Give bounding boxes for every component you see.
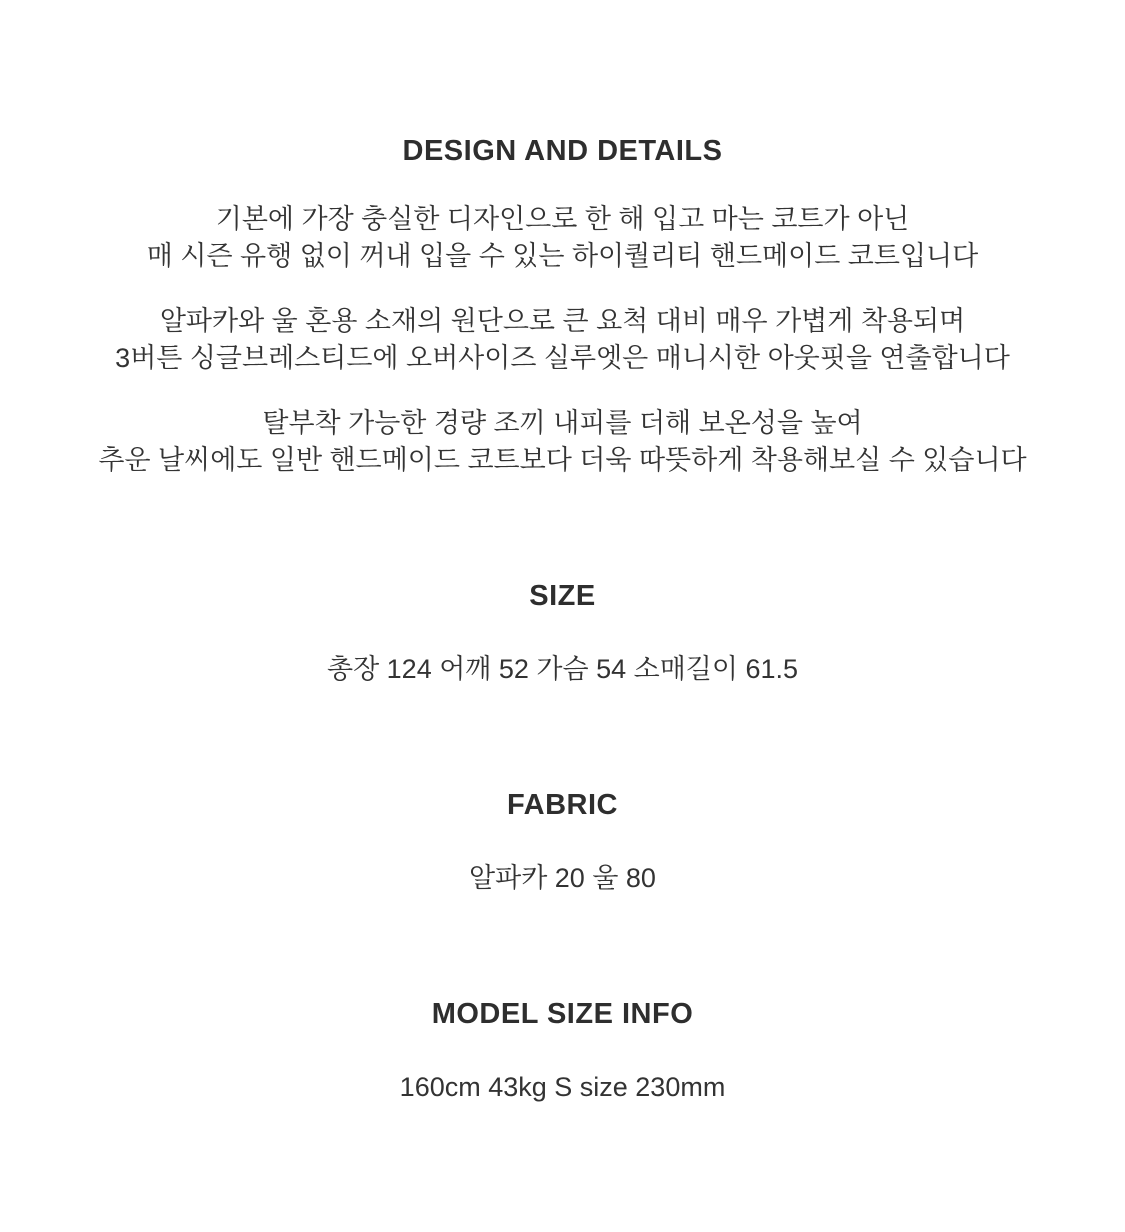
paragraph-line: 알파카와 울 혼용 소재의 원단으로 큰 요척 대비 매우 가볍게 착용되며 bbox=[159, 306, 966, 336]
model-size-info-heading: MODEL SIZE INFO bbox=[431, 998, 694, 1030]
section-model-size-info bbox=[0, 997, 1125, 1106]
paragraph-line: 기본에 가장 충실한 디자인으로 한 해 입고 마는 코트가 아닌 bbox=[215, 204, 910, 234]
paragraph-line: 매 시즌 유행 없이 꺼내 입을 수 있는 하이퀄리티 핸드메이드 코트입니다 bbox=[146, 241, 979, 271]
design-paragraph-1 bbox=[0, 201, 1125, 275]
section-fabric bbox=[0, 788, 1125, 897]
design-paragraph-3 bbox=[0, 405, 1125, 479]
paragraph-line: 추운 날씨에도 일반 핸드메이드 코트보다 더욱 따뜻하게 착용해보실 수 있습니다 bbox=[98, 445, 1027, 475]
fabric-composition: 알파카 20 울 80 bbox=[469, 863, 656, 893]
section-design-details bbox=[0, 134, 1125, 479]
model-size-details: 160cm 43kg S size 230mm bbox=[399, 1072, 726, 1102]
size-heading: SIZE bbox=[529, 580, 596, 612]
section-size bbox=[0, 579, 1125, 688]
paragraph-line: 탈부착 가능한 경량 조끼 내피를 더해 보온성을 높여 bbox=[262, 408, 863, 438]
design-details-heading: DESIGN AND DETAILS bbox=[402, 135, 723, 167]
size-measurements: 총장 124 어깨 52 가슴 54 소매길이 61.5 bbox=[327, 654, 798, 684]
paragraph-line: 3버튼 싱글브레스티드에 오버사이즈 실루엣은 매니시한 아웃핏을 연출합니다 bbox=[115, 343, 1010, 373]
design-paragraph-2 bbox=[0, 303, 1125, 377]
fabric-heading: FABRIC bbox=[507, 789, 618, 821]
